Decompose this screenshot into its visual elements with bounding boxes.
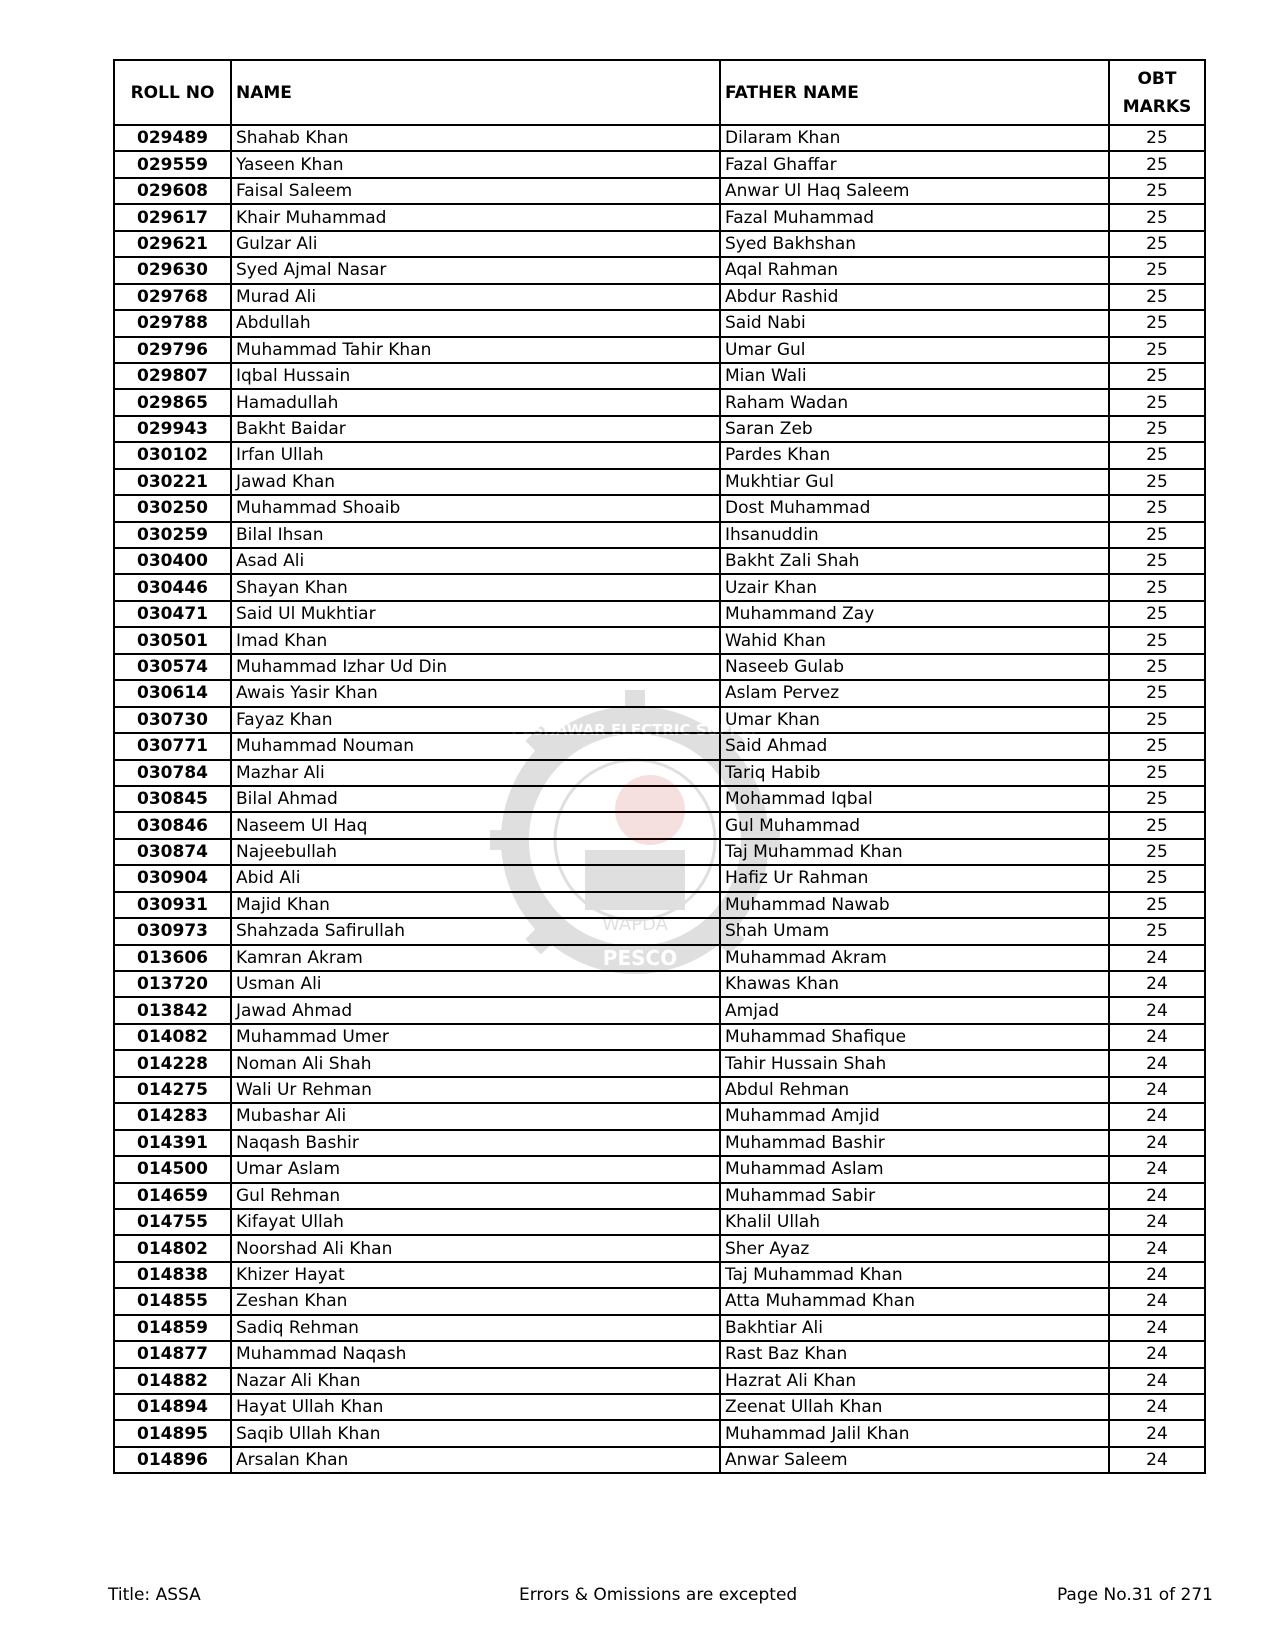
cell-roll-no: 014391 bbox=[114, 1130, 231, 1156]
cell-father-name: Said Ahmad bbox=[720, 733, 1109, 759]
cell-father-name: Muhammad Sabir bbox=[720, 1183, 1109, 1209]
cell-name: Naqash Bashir bbox=[231, 1130, 720, 1156]
cell-roll-no: 029768 bbox=[114, 284, 231, 310]
cell-name: Hayat Ullah Khan bbox=[231, 1394, 720, 1420]
results-table bbox=[113, 59, 1206, 1474]
cell-name: Zeshan Khan bbox=[231, 1288, 720, 1314]
cell-father-name: Pardes Khan bbox=[720, 442, 1109, 468]
cell-roll-no: 029796 bbox=[114, 337, 231, 363]
cell-father-name: Muhammad Akram bbox=[720, 945, 1109, 971]
cell-father-name: Taj Muhammad Khan bbox=[720, 1262, 1109, 1288]
cell-name: Jawad Khan bbox=[231, 469, 720, 495]
table-row bbox=[114, 1262, 1205, 1288]
cell-name: Khair Muhammad bbox=[231, 204, 720, 230]
cell-obt-marks: 25 bbox=[1109, 786, 1205, 812]
cell-obt-marks: 25 bbox=[1109, 707, 1205, 733]
cell-name: Muhammad Tahir Khan bbox=[231, 337, 720, 363]
cell-obt-marks: 24 bbox=[1109, 1209, 1205, 1235]
cell-father-name: Muhammad Jalil Khan bbox=[720, 1420, 1109, 1446]
cell-name: Bilal Ahmad bbox=[231, 786, 720, 812]
table-row bbox=[114, 1235, 1205, 1261]
cell-father-name: Anwar Saleem bbox=[720, 1447, 1109, 1473]
cell-roll-no: 014896 bbox=[114, 1447, 231, 1473]
cell-father-name: Aslam Pervez bbox=[720, 680, 1109, 706]
table-row bbox=[114, 1394, 1205, 1420]
cell-roll-no: 014882 bbox=[114, 1368, 231, 1394]
cell-roll-no: 029608 bbox=[114, 178, 231, 204]
cell-name: Mubashar Ali bbox=[231, 1103, 720, 1129]
cell-father-name: Tahir Hussain Shah bbox=[720, 1050, 1109, 1076]
cell-roll-no: 030501 bbox=[114, 627, 231, 653]
cell-obt-marks: 24 bbox=[1109, 1394, 1205, 1420]
cell-obt-marks: 25 bbox=[1109, 522, 1205, 548]
cell-name: Shayan Khan bbox=[231, 574, 720, 600]
cell-roll-no: 014802 bbox=[114, 1235, 231, 1261]
cell-father-name: Said Nabi bbox=[720, 310, 1109, 336]
cell-obt-marks: 25 bbox=[1109, 812, 1205, 838]
cell-father-name: Aqal Rahman bbox=[720, 257, 1109, 283]
table-row bbox=[114, 997, 1205, 1023]
cell-roll-no: 014659 bbox=[114, 1183, 231, 1209]
cell-obt-marks: 25 bbox=[1109, 363, 1205, 389]
cell-father-name: Dost Muhammad bbox=[720, 495, 1109, 521]
header-obt-marks bbox=[1109, 60, 1205, 125]
cell-roll-no: 030446 bbox=[114, 574, 231, 600]
header-roll-no: ROLL NO bbox=[114, 60, 231, 125]
cell-obt-marks: 25 bbox=[1109, 178, 1205, 204]
cell-roll-no: 030102 bbox=[114, 442, 231, 468]
cell-name: Gul Rehman bbox=[231, 1183, 720, 1209]
cell-father-name: Sher Ayaz bbox=[720, 1235, 1109, 1261]
cell-name: Umar Aslam bbox=[231, 1156, 720, 1182]
cell-obt-marks: 24 bbox=[1109, 1447, 1205, 1473]
table-row bbox=[114, 733, 1205, 759]
cell-obt-marks: 25 bbox=[1109, 865, 1205, 891]
table-row bbox=[114, 574, 1205, 600]
table-row bbox=[114, 918, 1205, 944]
cell-obt-marks: 24 bbox=[1109, 1024, 1205, 1050]
cell-name: Murad Ali bbox=[231, 284, 720, 310]
cell-name: Nazar Ali Khan bbox=[231, 1368, 720, 1394]
cell-father-name: Taj Muhammad Khan bbox=[720, 839, 1109, 865]
table-row bbox=[114, 231, 1205, 257]
cell-obt-marks: 24 bbox=[1109, 1315, 1205, 1341]
table-row bbox=[114, 257, 1205, 283]
cell-roll-no: 013606 bbox=[114, 945, 231, 971]
cell-father-name: Ihsanuddin bbox=[720, 522, 1109, 548]
cell-father-name: Umar Gul bbox=[720, 337, 1109, 363]
cell-father-name: Abdur Rashid bbox=[720, 284, 1109, 310]
cell-name: Gulzar Ali bbox=[231, 231, 720, 257]
cell-obt-marks: 25 bbox=[1109, 548, 1205, 574]
cell-roll-no: 013842 bbox=[114, 997, 231, 1023]
cell-name: Yaseen Khan bbox=[231, 151, 720, 177]
cell-father-name: Khalil Ullah bbox=[720, 1209, 1109, 1235]
cell-obt-marks: 24 bbox=[1109, 971, 1205, 997]
cell-obt-marks: 24 bbox=[1109, 1183, 1205, 1209]
table-body bbox=[114, 125, 1205, 1473]
table-row bbox=[114, 1024, 1205, 1050]
table-row bbox=[114, 627, 1205, 653]
table-row bbox=[114, 204, 1205, 230]
cell-roll-no: 014895 bbox=[114, 1420, 231, 1446]
cell-obt-marks: 25 bbox=[1109, 680, 1205, 706]
cell-roll-no: 029630 bbox=[114, 257, 231, 283]
cell-name: Imad Khan bbox=[231, 627, 720, 653]
table-row bbox=[114, 654, 1205, 680]
cell-roll-no: 029943 bbox=[114, 416, 231, 442]
cell-obt-marks: 25 bbox=[1109, 654, 1205, 680]
cell-father-name: Zeenat Ullah Khan bbox=[720, 1394, 1109, 1420]
cell-roll-no: 014894 bbox=[114, 1394, 231, 1420]
cell-roll-no: 030574 bbox=[114, 654, 231, 680]
cell-name: Shahzada Safirullah bbox=[231, 918, 720, 944]
cell-father-name: Fazal Ghaffar bbox=[720, 151, 1109, 177]
cell-name: Shahab Khan bbox=[231, 125, 720, 151]
watermark-ring-text: PESHAWAR ELECTRIC SUPPLY bbox=[511, 721, 759, 739]
cell-obt-marks: 25 bbox=[1109, 125, 1205, 151]
table-row bbox=[114, 1103, 1205, 1129]
cell-roll-no: 014755 bbox=[114, 1209, 231, 1235]
cell-obt-marks: 25 bbox=[1109, 760, 1205, 786]
cell-father-name: Syed Bakhshan bbox=[720, 231, 1109, 257]
cell-obt-marks: 25 bbox=[1109, 574, 1205, 600]
cell-name: Iqbal Hussain bbox=[231, 363, 720, 389]
cell-father-name: Atta Muhammad Khan bbox=[720, 1288, 1109, 1314]
cell-father-name: Bakhtiar Ali bbox=[720, 1315, 1109, 1341]
cell-obt-marks: 25 bbox=[1109, 442, 1205, 468]
cell-name: Syed Ajmal Nasar bbox=[231, 257, 720, 283]
cell-name: Abid Ali bbox=[231, 865, 720, 891]
cell-father-name: Saran Zeb bbox=[720, 416, 1109, 442]
cell-obt-marks: 25 bbox=[1109, 310, 1205, 336]
cell-obt-marks: 24 bbox=[1109, 945, 1205, 971]
cell-name: Naseem Ul Haq bbox=[231, 812, 720, 838]
cell-father-name: Umar Khan bbox=[720, 707, 1109, 733]
cell-obt-marks: 24 bbox=[1109, 1262, 1205, 1288]
cell-roll-no: 014500 bbox=[114, 1156, 231, 1182]
table-row bbox=[114, 151, 1205, 177]
cell-father-name: Amjad bbox=[720, 997, 1109, 1023]
cell-roll-no: 029865 bbox=[114, 389, 231, 415]
table-row bbox=[114, 442, 1205, 468]
table-row bbox=[114, 1288, 1205, 1314]
cell-name: Khizer Hayat bbox=[231, 1262, 720, 1288]
cell-father-name: Mian Wali bbox=[720, 363, 1109, 389]
cell-name: Said Ul Mukhtiar bbox=[231, 601, 720, 627]
cell-name: Bakht Baidar bbox=[231, 416, 720, 442]
cell-name: Najeebullah bbox=[231, 839, 720, 865]
cell-name: Awais Yasir Khan bbox=[231, 680, 720, 706]
header-name: NAME bbox=[231, 60, 720, 125]
cell-roll-no: 029489 bbox=[114, 125, 231, 151]
cell-name: Faisal Saleem bbox=[231, 178, 720, 204]
table-row bbox=[114, 1209, 1205, 1235]
cell-father-name: Tariq Habib bbox=[720, 760, 1109, 786]
cell-father-name: Muhammad Nawab bbox=[720, 892, 1109, 918]
cell-father-name: Muhammad Bashir bbox=[720, 1130, 1109, 1156]
cell-obt-marks: 24 bbox=[1109, 1156, 1205, 1182]
table-row bbox=[114, 971, 1205, 997]
cell-name: Muhammad Umer bbox=[231, 1024, 720, 1050]
cell-roll-no: 030471 bbox=[114, 601, 231, 627]
table-row bbox=[114, 284, 1205, 310]
table-row bbox=[114, 1315, 1205, 1341]
cell-name: Majid Khan bbox=[231, 892, 720, 918]
cell-name: Mazhar Ali bbox=[231, 760, 720, 786]
cell-name: Muhammad Izhar Ud Din bbox=[231, 654, 720, 680]
table-row bbox=[114, 495, 1205, 521]
cell-roll-no: 030973 bbox=[114, 918, 231, 944]
cell-father-name: Bakht Zali Shah bbox=[720, 548, 1109, 574]
cell-roll-no: 014877 bbox=[114, 1341, 231, 1367]
table-row bbox=[114, 416, 1205, 442]
watermark-inner-text: WAPDA bbox=[602, 914, 668, 935]
cell-father-name: Dilaram Khan bbox=[720, 125, 1109, 151]
cell-obt-marks: 25 bbox=[1109, 151, 1205, 177]
header-obt-marks-line1: OBT bbox=[1137, 68, 1177, 89]
cell-obt-marks: 24 bbox=[1109, 1050, 1205, 1076]
cell-name: Arsalan Khan bbox=[231, 1447, 720, 1473]
cell-name: Asad Ali bbox=[231, 548, 720, 574]
table-row bbox=[114, 1050, 1205, 1076]
cell-roll-no: 030400 bbox=[114, 548, 231, 574]
cell-obt-marks: 24 bbox=[1109, 1077, 1205, 1103]
table-row bbox=[114, 337, 1205, 363]
watermark-bottom-text: PESCO bbox=[602, 946, 678, 970]
table-row bbox=[114, 786, 1205, 812]
cell-roll-no: 029807 bbox=[114, 363, 231, 389]
cell-roll-no: 014838 bbox=[114, 1262, 231, 1288]
cell-obt-marks: 24 bbox=[1109, 1235, 1205, 1261]
cell-father-name: Raham Wadan bbox=[720, 389, 1109, 415]
cell-obt-marks: 25 bbox=[1109, 231, 1205, 257]
table-row bbox=[114, 1077, 1205, 1103]
cell-name: Irfan Ullah bbox=[231, 442, 720, 468]
cell-name: Wali Ur Rehman bbox=[231, 1077, 720, 1103]
table-row bbox=[114, 1130, 1205, 1156]
table-row bbox=[114, 178, 1205, 204]
cell-roll-no: 030730 bbox=[114, 707, 231, 733]
cell-father-name: Muhammad Shafique bbox=[720, 1024, 1109, 1050]
cell-father-name: Mohammad Iqbal bbox=[720, 786, 1109, 812]
cell-father-name: Naseeb Gulab bbox=[720, 654, 1109, 680]
cell-roll-no: 014082 bbox=[114, 1024, 231, 1050]
cell-name: Fayaz Khan bbox=[231, 707, 720, 733]
table-row bbox=[114, 601, 1205, 627]
cell-roll-no: 030846 bbox=[114, 812, 231, 838]
footer-title: Title: ASSA bbox=[108, 1585, 201, 1605]
table-row bbox=[114, 680, 1205, 706]
cell-obt-marks: 25 bbox=[1109, 495, 1205, 521]
cell-father-name: Wahid Khan bbox=[720, 627, 1109, 653]
cell-obt-marks: 25 bbox=[1109, 892, 1205, 918]
cell-roll-no: 029788 bbox=[114, 310, 231, 336]
table-row bbox=[114, 865, 1205, 891]
cell-father-name: Muhammad Amjid bbox=[720, 1103, 1109, 1129]
cell-father-name: Anwar Ul Haq Saleem bbox=[720, 178, 1109, 204]
header-father-name: FATHER NAME bbox=[720, 60, 1109, 125]
cell-name: Muhammad Nouman bbox=[231, 733, 720, 759]
table-row bbox=[114, 389, 1205, 415]
cell-obt-marks: 25 bbox=[1109, 918, 1205, 944]
cell-roll-no: 014228 bbox=[114, 1050, 231, 1076]
cell-obt-marks: 24 bbox=[1109, 1103, 1205, 1129]
footer-note: Errors & Omissions are excepted bbox=[519, 1585, 798, 1605]
cell-obt-marks: 25 bbox=[1109, 469, 1205, 495]
cell-father-name: Rast Baz Khan bbox=[720, 1341, 1109, 1367]
cell-father-name: Hazrat Ali Khan bbox=[720, 1368, 1109, 1394]
table-row bbox=[114, 1447, 1205, 1473]
cell-obt-marks: 24 bbox=[1109, 1130, 1205, 1156]
table-row bbox=[114, 892, 1205, 918]
table-row bbox=[114, 310, 1205, 336]
cell-roll-no: 014859 bbox=[114, 1315, 231, 1341]
table-row bbox=[114, 1341, 1205, 1367]
cell-roll-no: 030931 bbox=[114, 892, 231, 918]
cell-roll-no: 030904 bbox=[114, 865, 231, 891]
cell-roll-no: 014283 bbox=[114, 1103, 231, 1129]
cell-obt-marks: 25 bbox=[1109, 284, 1205, 310]
table-row bbox=[114, 125, 1205, 151]
cell-name: Kamran Akram bbox=[231, 945, 720, 971]
cell-obt-marks: 24 bbox=[1109, 1420, 1205, 1446]
table-row bbox=[114, 945, 1205, 971]
cell-name: Bilal Ihsan bbox=[231, 522, 720, 548]
cell-obt-marks: 25 bbox=[1109, 257, 1205, 283]
cell-roll-no: 013720 bbox=[114, 971, 231, 997]
cell-roll-no: 030784 bbox=[114, 760, 231, 786]
cell-name: Abdullah bbox=[231, 310, 720, 336]
cell-roll-no: 030874 bbox=[114, 839, 231, 865]
cell-roll-no: 029621 bbox=[114, 231, 231, 257]
cell-name: Saqib Ullah Khan bbox=[231, 1420, 720, 1446]
cell-roll-no: 029617 bbox=[114, 204, 231, 230]
cell-father-name: Fazal Muhammad bbox=[720, 204, 1109, 230]
cell-obt-marks: 25 bbox=[1109, 601, 1205, 627]
cell-obt-marks: 24 bbox=[1109, 1288, 1205, 1314]
cell-father-name: Abdul Rehman bbox=[720, 1077, 1109, 1103]
table-row bbox=[114, 1183, 1205, 1209]
cell-roll-no: 014275 bbox=[114, 1077, 231, 1103]
results-table-container bbox=[113, 59, 1204, 1474]
cell-name: Hamadullah bbox=[231, 389, 720, 415]
cell-father-name: Khawas Khan bbox=[720, 971, 1109, 997]
cell-obt-marks: 25 bbox=[1109, 627, 1205, 653]
cell-father-name: Mukhtiar Gul bbox=[720, 469, 1109, 495]
cell-roll-no: 014855 bbox=[114, 1288, 231, 1314]
footer-page-number: Page No.31 of 271 bbox=[1056, 1585, 1213, 1605]
table-row bbox=[114, 1368, 1205, 1394]
table-row bbox=[114, 522, 1205, 548]
cell-obt-marks: 25 bbox=[1109, 337, 1205, 363]
table-row bbox=[114, 548, 1205, 574]
table-row bbox=[114, 839, 1205, 865]
cell-obt-marks: 25 bbox=[1109, 839, 1205, 865]
cell-roll-no: 030845 bbox=[114, 786, 231, 812]
cell-roll-no: 030259 bbox=[114, 522, 231, 548]
cell-obt-marks: 25 bbox=[1109, 204, 1205, 230]
cell-name: Sadiq Rehman bbox=[231, 1315, 720, 1341]
cell-name: Noorshad Ali Khan bbox=[231, 1235, 720, 1261]
cell-name: Muhammad Naqash bbox=[231, 1341, 720, 1367]
cell-father-name: Muhammand Zay bbox=[720, 601, 1109, 627]
cell-obt-marks: 24 bbox=[1109, 1341, 1205, 1367]
cell-roll-no: 030771 bbox=[114, 733, 231, 759]
cell-name: Muhammad Shoaib bbox=[231, 495, 720, 521]
table-row bbox=[114, 707, 1205, 733]
cell-obt-marks: 25 bbox=[1109, 389, 1205, 415]
cell-roll-no: 030614 bbox=[114, 680, 231, 706]
cell-name: Noman Ali Shah bbox=[231, 1050, 720, 1076]
cell-roll-no: 030250 bbox=[114, 495, 231, 521]
table-row bbox=[114, 1420, 1205, 1446]
table-header-row bbox=[114, 60, 1205, 125]
cell-name: Kifayat Ullah bbox=[231, 1209, 720, 1235]
cell-obt-marks: 24 bbox=[1109, 997, 1205, 1023]
cell-obt-marks: 25 bbox=[1109, 416, 1205, 442]
cell-father-name: Hafiz Ur Rahman bbox=[720, 865, 1109, 891]
table-row bbox=[114, 1156, 1205, 1182]
table-row bbox=[114, 812, 1205, 838]
cell-roll-no: 029559 bbox=[114, 151, 231, 177]
cell-father-name: Gul Muhammad bbox=[720, 812, 1109, 838]
cell-name: Jawad Ahmad bbox=[231, 997, 720, 1023]
table-row bbox=[114, 363, 1205, 389]
cell-obt-marks: 25 bbox=[1109, 733, 1205, 759]
cell-father-name: Shah Umam bbox=[720, 918, 1109, 944]
cell-father-name: Muhammad Aslam bbox=[720, 1156, 1109, 1182]
cell-father-name: Uzair Khan bbox=[720, 574, 1109, 600]
table-row bbox=[114, 760, 1205, 786]
table-row bbox=[114, 469, 1205, 495]
cell-name: Usman Ali bbox=[231, 971, 720, 997]
cell-obt-marks: 24 bbox=[1109, 1368, 1205, 1394]
header-obt-marks-line2: MARKS bbox=[1122, 96, 1192, 117]
cell-roll-no: 030221 bbox=[114, 469, 231, 495]
